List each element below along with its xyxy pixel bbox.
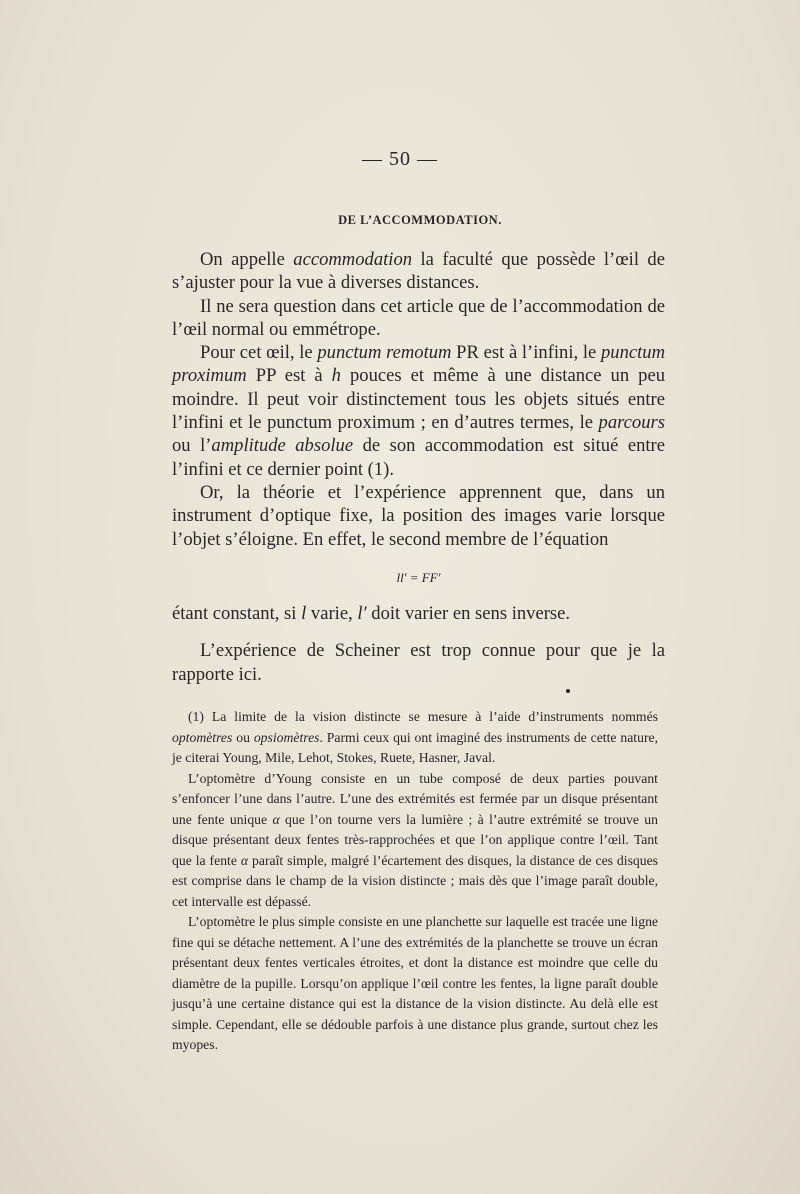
italic-term: opsiomètres — [253, 729, 320, 745]
italic-term: l′ — [357, 603, 367, 625]
text-run: paraît simple, malgré l’écartement des disques, la distance de ces disques est comprise dans le champ de la vision distincte ; mais dès que l’image paraît double, cet intervalle est dépassé. — [172, 852, 658, 909]
footnote-3: L’optomètre le plus simple consiste en une planchette sur laquelle est tracée une ligne fine qui se détache nettement. A l’une des extrémités de la planchette se trouve un écran présentant deux fentes verticales étroites, et dont la distance est moindre que celle du diamètre de la pupille. Lorsqu’on applique l’œil contre les fentes, la ligne paraît double jusqu’à une certaine distance qui est la distance de la vision distincte. Au delà elle est simple. Cependant, elle se dédouble parfois à une distance plus grande, surtout chez les myopes. — [172, 914, 658, 1052]
italic-term: h — [331, 365, 341, 387]
footnote-2 — [172, 769, 658, 913]
paragraph-3 — [172, 341, 665, 481]
text-run: On appelle — [200, 249, 294, 270]
equation: ll′ = FF′ — [396, 569, 441, 585]
text-run: ou l’ — [172, 435, 212, 457]
text-run: doit varier en sens inverse. — [366, 603, 571, 625]
text-run: étant constant, si — [172, 603, 302, 625]
italic-term: amplitude absolue — [211, 435, 354, 457]
text-run: PP est à — [246, 365, 332, 387]
italic-term: punctum proximum — [172, 342, 666, 387]
main-text — [172, 248, 665, 686]
text-run: de son accommodation est situé entre l’infini et ce dernier point (1). — [172, 435, 665, 480]
footnotes — [172, 707, 658, 1056]
italic-term: l — [301, 603, 307, 625]
italic-term: α — [272, 811, 280, 827]
text-run: pouces et même à une distance un peu moindre. Il peut voir distinctement tous les objets situés entre l’infini et le punctum proximum ; en d’autres termes, le — [172, 365, 665, 434]
text-run: (1) La limite de la vision distincte se mesure à l’aide d’instruments nommés — [188, 709, 658, 724]
text-run: L’optomètre d’Young consiste en un tube composé de deux parties pouvant s’enfoncer l’une dans l’autre. L’une des extrémités est fermée par un disque présentant une fente unique — [172, 770, 658, 827]
italic-term: accommodation — [293, 249, 413, 270]
italic-term: optomètres — [172, 729, 233, 745]
ornament-dot — [566, 689, 570, 693]
italic-term: parcours — [598, 412, 665, 434]
paragraph-5 — [172, 602, 665, 625]
footnote-1 — [172, 707, 658, 769]
text-run: la faculté que possède l’œil de s’ajuster pour la vue à diverses distances. — [172, 249, 665, 294]
paragraph-2: Il ne sera question dans cet article que de l’accommodation de l’œil normal ou emmétrope. — [172, 295, 665, 340]
text-run: ou — [232, 729, 254, 745]
paragraph-6: L’expérience de Scheiner est trop connue pour que je la rapporte ici. — [172, 640, 665, 685]
section-heading: DE L’ACCOMMODATION. — [338, 213, 502, 227]
text-run: Pour cet œil, le — [200, 342, 318, 364]
text-run: varie, — [306, 603, 358, 625]
page-number: — 50 — — [362, 148, 438, 170]
text-run: PR est à l’infini, le — [451, 342, 601, 364]
paragraph-1 — [172, 248, 665, 295]
italic-term: α — [240, 852, 249, 868]
text-run: . Parmi ceux qui ont imaginé des instruments de cette nature, je citerai Young, Mile, Lehot, Stokes, Ruete, Hasner, Javal. — [172, 729, 659, 765]
italic-term: punctum remotum — [317, 342, 452, 364]
paragraph-4: Or, la théorie et l’expérience apprennent que, dans un instrument d’optique fixe, la position des images varie lorsque l’objet s’éloigne. En effet, le second membre de l’équation — [172, 481, 665, 550]
text-run: que l’on tourne vers la lumière ; à l’autre extrémité se trouve un disque présentant deux fentes très-rapprochées et que l’on applique contre l’œil. Tant que la fente — [172, 811, 658, 868]
